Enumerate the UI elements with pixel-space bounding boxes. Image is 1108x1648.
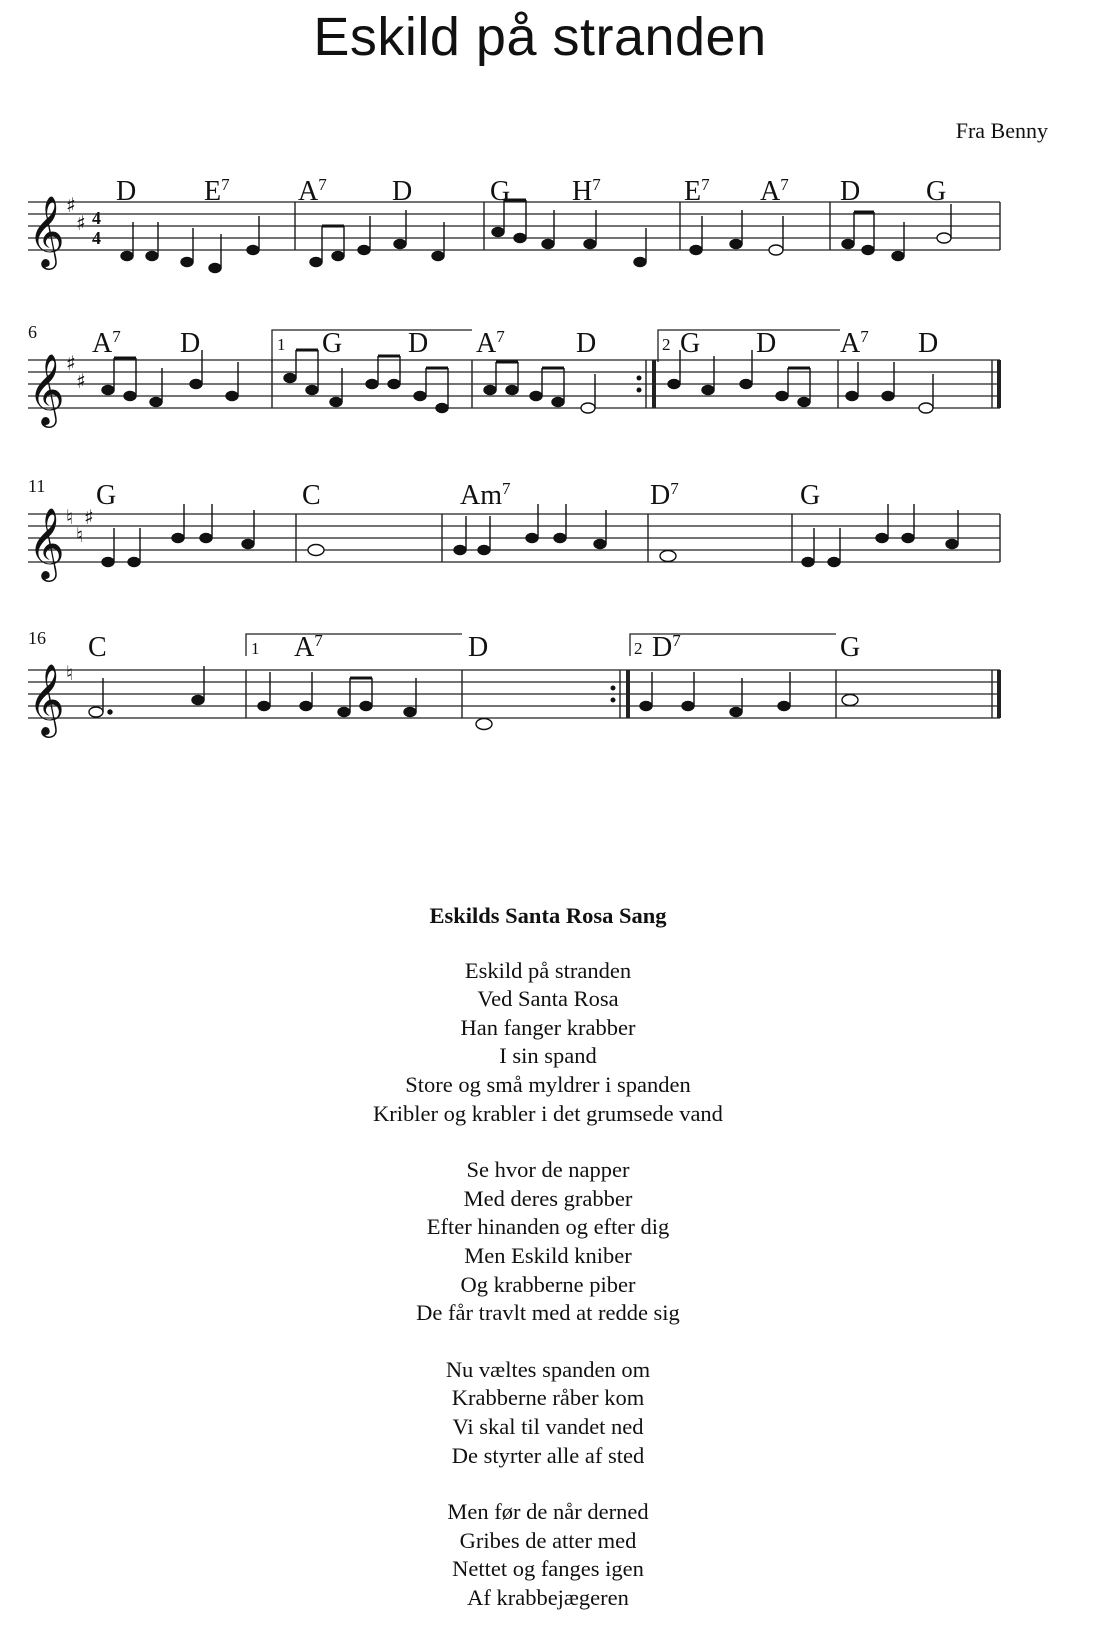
lyric-line: De styrter alle af sted: [451, 1442, 645, 1468]
chord-symbol: D: [116, 176, 137, 207]
lyric-line: Vi skal til vandet ned: [452, 1413, 644, 1439]
chord-symbol: G: [800, 480, 821, 511]
volta-label: 1: [277, 335, 286, 354]
chord-symbol: D: [918, 328, 939, 359]
measure-number: 6: [28, 322, 37, 342]
svg-text:♮: ♮: [66, 661, 74, 685]
chord-symbol: D: [408, 328, 429, 359]
chord-symbol: $D^7$: [652, 631, 681, 663]
notes: [89, 666, 858, 730]
lyrics-stanza: [0, 1356, 1096, 1470]
volta-label: 2: [662, 335, 671, 354]
staff-system-1-svg: [0, 160, 1108, 310]
chord-symbol: D: [576, 328, 597, 359]
chord-symbol: $A^7$: [476, 327, 505, 359]
chord-symbol: G: [840, 632, 861, 663]
chord-symbol: D: [180, 328, 201, 359]
chord-symbol: D: [468, 632, 489, 663]
chord-symbol: D: [756, 328, 777, 359]
chord-symbol: G: [322, 328, 343, 359]
staff-system-4-svg: [0, 612, 1108, 762]
treble-clef-icon: 𝄞: [28, 506, 65, 579]
chord-symbol: $A^7$: [92, 327, 121, 359]
lyric-line: Men Eskild kniber: [464, 1242, 632, 1268]
chord-symbol: G: [490, 176, 511, 207]
chord-symbol: $A^7$: [298, 175, 327, 207]
lyric-line: Efter hinanden og efter dig: [426, 1214, 670, 1240]
chord-symbol: D: [840, 176, 861, 207]
staff-lines: [28, 670, 1000, 718]
lyric-line: Nu væltes spanden om: [445, 1356, 651, 1382]
measure-number: 16: [28, 628, 46, 648]
chord-symbol: C: [302, 480, 321, 511]
composer-credit: Fra Benny: [955, 118, 1048, 143]
key-signature: [66, 351, 86, 393]
svg-text:♮: ♮: [76, 523, 84, 547]
chord-symbol: G: [926, 176, 947, 207]
lyric-line: Kribler og krabler i det grumsede vand: [373, 1100, 723, 1126]
chord-symbol: $A^7$: [840, 327, 869, 359]
lyric-line: Krabberne råber kom: [451, 1385, 645, 1411]
voltas: [246, 634, 836, 656]
lyric-line: Ved Santa Rosa: [477, 986, 619, 1012]
chord-symbols: [88, 631, 860, 663]
svg-text:♯: ♯: [66, 193, 76, 217]
svg-text:♯: ♯: [76, 369, 86, 393]
key-signature: [66, 193, 86, 235]
staff-system-2: [0, 310, 1108, 460]
lyric-line: Af krabbejægeren: [467, 1584, 629, 1610]
chord-symbol: G: [96, 480, 117, 511]
lyric-line: Eskild på stranden: [464, 957, 632, 983]
key-signature: [66, 505, 94, 547]
lyrics-stanza: [0, 1498, 1096, 1612]
chord-symbol: $E^7$: [684, 175, 710, 207]
svg-text:4: 4: [92, 228, 101, 248]
lyric-line: Store og små myldrer i spanden: [405, 1071, 691, 1097]
voltas: [272, 330, 840, 362]
chord-symbol: C: [88, 632, 107, 663]
chord-symbol: $A^7$: [294, 631, 323, 663]
lyric-line: Men før de når derned: [447, 1499, 649, 1525]
lyrics-stanza: [0, 1156, 1096, 1328]
lyrics-title: Eskilds Santa Rosa Sang: [429, 903, 667, 928]
lyric-line: Med deres grabber: [463, 1185, 633, 1211]
chord-symbol: G: [680, 328, 701, 359]
key-signature: [66, 661, 73, 685]
treble-clef-icon: 𝄞: [28, 662, 65, 735]
svg-text:♯: ♯: [84, 505, 94, 529]
lyric-line: Gribes de atter med: [459, 1527, 637, 1553]
lyric-line: Og krabberne piber: [460, 1271, 636, 1297]
time-signature: [92, 208, 101, 248]
chord-symbol: $A^7$: [760, 175, 789, 207]
staff-system-4: [0, 612, 1108, 762]
staff-system-3: [0, 460, 1108, 610]
svg-text:♯: ♯: [76, 211, 86, 235]
lyric-line: Nettet og fanges igen: [452, 1556, 644, 1582]
svg-text:♯: ♯: [66, 351, 76, 375]
chord-symbol: $D^7$: [650, 479, 679, 511]
chord-symbol: D: [392, 176, 413, 207]
lyric-line: Se hvor de napper: [466, 1157, 630, 1183]
chord-symbols: [96, 479, 820, 511]
staff-system-3-svg: [0, 460, 1108, 610]
measure-number: 11: [28, 476, 46, 496]
lyrics-block: [0, 902, 1096, 1640]
treble-clef-icon: 𝄞: [28, 352, 65, 425]
volta-label: 1: [251, 639, 260, 658]
lyrics-stanza: [0, 957, 1096, 1129]
svg-text:4: 4: [92, 208, 101, 228]
chord-symbol: Am$^7$: [460, 479, 511, 511]
chord-symbols: [92, 327, 938, 359]
staff-system-2-svg: [0, 310, 1108, 460]
svg-text:♮: ♮: [66, 505, 74, 529]
lyric-line: I sin spand: [499, 1043, 597, 1069]
treble-clef-icon: 𝄞: [28, 194, 65, 267]
chord-symbol: $E^7$: [204, 175, 230, 207]
page-title: Eskild på stranden: [313, 7, 767, 67]
volta-label: 2: [634, 639, 643, 658]
chord-symbol: $H^7$: [572, 175, 601, 207]
staff-system-1: [0, 160, 1108, 310]
lyric-line: De får travlt med at redde sig: [416, 1300, 680, 1326]
notes: [121, 200, 951, 273]
lyric-line: Han fanger krabber: [460, 1014, 636, 1040]
